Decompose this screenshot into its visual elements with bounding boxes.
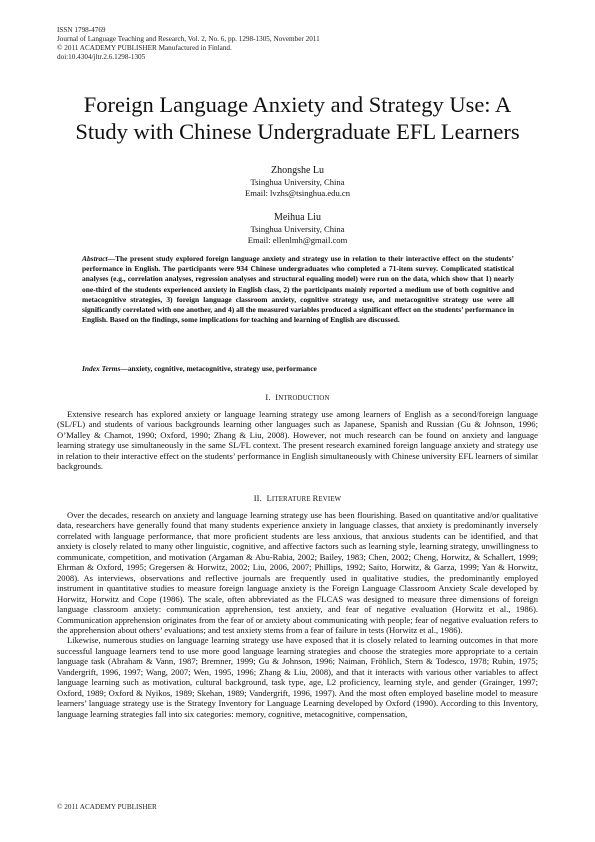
section-initial: L: [266, 494, 272, 503]
section-number: I.: [265, 393, 271, 402]
section-title-rest-2: EVIEW: [318, 496, 342, 503]
page-footer: © 2011 ACADEMY PUBLISHER: [57, 803, 157, 811]
index-terms-text: —anxiety, cognitive, metacognitive, strategy use, performance: [120, 364, 317, 373]
title-line-1: Foreign Language Anxiety and Strategy Use: A: [83, 92, 512, 117]
paragraph: Over the decades, research on anxiety and language learning strategy use has been flourishing. Based on quantitative and/or qualitative data, researchers have generally found that many students experience anxiety in language classes, that anxiety is predominantly inversely correlated with language performance, that more proficient students are less anxious, that anxious students can be identified, and that anxiety is closely related to many other linguistic, cognitive, and affective factors such as learning style, learning strategy, unwillingness to communicate, competition, and motivation (Argaman & Abu-Rabia, 2002; Bailey, 1983; Chen, 2002; Cheng, Horwitz, & Schallert, 1999; Ehrman & Oxford, 1995; Gregersen & Horwitz, 2002; Liu, 2006, 2007; Phillips, 1992; Saito, Horwitz, & Garza, 1999; Yan & Horwitz, 2008). As interviews, observations and reflective journals are frequently used in qualitative studies, the predominantly employed instrument in quantitative studies to measure foreign language anxiety is the Foreign Language Classroom Anxiety Scale developed by Horwitz, Horwitz and Cope (1986). The scale, often abbreviated as the FLCAS was designed to measure three dimensions of foreign language classroom anxiety: communication apprehension, test anxiety, and fear of negative evaluation (Horwitz et al., 1986). Communication apprehension originates from the fear of or anxiety about communicating with people; fear of negative evaluation refers to the apprehension about others’ evaluations; and test anxiety stems from a fear of failure in tests (Horwitz et al., 1986).: [57, 510, 538, 635]
section-number: II.: [253, 494, 262, 503]
journal-citation-line: Journal of Language Teaching and Research, Vol. 2, No. 6, pp. 1298-1305, November 2011: [57, 35, 320, 43]
section-title-rest: ITERATURE: [271, 496, 313, 503]
paper-title: [40, 91, 555, 145]
author-name: Zhongshe Lu: [270, 165, 325, 176]
section-heading-introduction: [0, 393, 595, 402]
section-initial-2: R: [312, 494, 319, 503]
paragraph: Extensive research has explored anxiety or language learning strategy use among learners of English as a second/foreign language (SL/FL) and students of various backgrounds learning other languages such as Japanese, Spanish and Russian (Gu & Johnson, 1996; O’Malley & Chamot, 1990; Oxford, 1990; Zhang & Liu, 2008). However, not much research can be found on anxiety and language learning strategy use simultaneously in the same SL/FL context. The present research examined foreign language anxiety and strategy use in relation to their interactive effect on the students’ performance in English simultaneously with Chinese university EFL learners of similar backgrounds.: [57, 409, 538, 472]
literature-review-body: [57, 510, 538, 719]
journal-header: [57, 26, 320, 62]
index-terms-label: Index Terms: [82, 364, 121, 373]
author-name: Meihua Liu: [274, 212, 321, 223]
section-title-rest: NTRODUCTION: [278, 395, 330, 402]
author-block-1: [0, 164, 595, 198]
author-email: Email: lvzhs@tsinghua.edu.cn: [244, 187, 351, 198]
author-email: Email: ellenlmh@gmail.com: [247, 234, 348, 245]
title-line-2: Study with Chinese Undergraduate EFL Learners: [75, 119, 520, 144]
author-affiliation: Tsinghua University, China: [250, 224, 345, 234]
author-block-2: [0, 211, 595, 245]
index-terms: [82, 364, 514, 374]
copyright-line: © 2011 ACADEMY PUBLISHER Manufactured in Finland.: [57, 44, 232, 52]
author-affiliation: Tsinghua University, China: [250, 177, 345, 187]
abstract-label: Abstract: [82, 254, 108, 263]
abstract-text: —The present study explored foreign language anxiety and strategy use in relation to their interactive effect on the students’ performance in English. The participants were 934 Chinese undergraduates who completed a 71-item survey. Complicated statistical analyses (e.g., correlation analyses, regression analyses and structural equaling model) were run on the data, which show that 1) nearly one-third of the students experienced anxiety in English class, 2) the participants mainly reported a medium use of both cognitive and metacognitive strategies, 3) foreign language classroom anxiety, cognitive strategy use, and metacognitive strategy use were all significantly correlated with one another, and 4) all the measured variables produced a significant effect on the students’ performance in English. Based on the findings, some implications for teaching and learning of English are discussed.: [82, 254, 514, 325]
abstract: [82, 254, 514, 325]
issn-line: ISSN 1798-4769: [57, 26, 106, 34]
section-initial: I: [275, 393, 279, 402]
doi-line: doi:10.4304/jltr.2.6.1298-1305: [57, 53, 146, 61]
paragraph: Likewise, numerous studies on language learning strategy use have exposed that it is closely related to learning outcomes in that more successful language learners tend to use more good language learning strategies and choose the strategies more appropriate to a certain language task (Abraham & Vann, 1987; Bremner, 1999; Gu & Johnson, 1996; Naiman, Fröhlich, Stern & Todesco, 1978; Rubin, 1975; Vandergrift, 1996, 1997; Wang, 2007; Wen, 1995, 1996; Zhang & Liu, 2008), and that it interacts with various other variables to affect language learning such as motivation, cultural background, task type, age, L2 proficiency, learning style, and gender (Grainger, 1997; Oxford, 1989; Oxford & Nyikos, 1989; Skehan, 1989; Vandergrift, 1996, 1997). And the most often employed baseline model to measure learners’ language strategy use is the Strategy Inventory for Language Learning developed by Oxford (1990). According to this Inventory, language learning strategies fall into six categories: memory, cognitive, metacognitive, compensation,: [57, 635, 538, 719]
introduction-body: [57, 409, 538, 472]
section-heading-literature-review: [0, 494, 595, 503]
